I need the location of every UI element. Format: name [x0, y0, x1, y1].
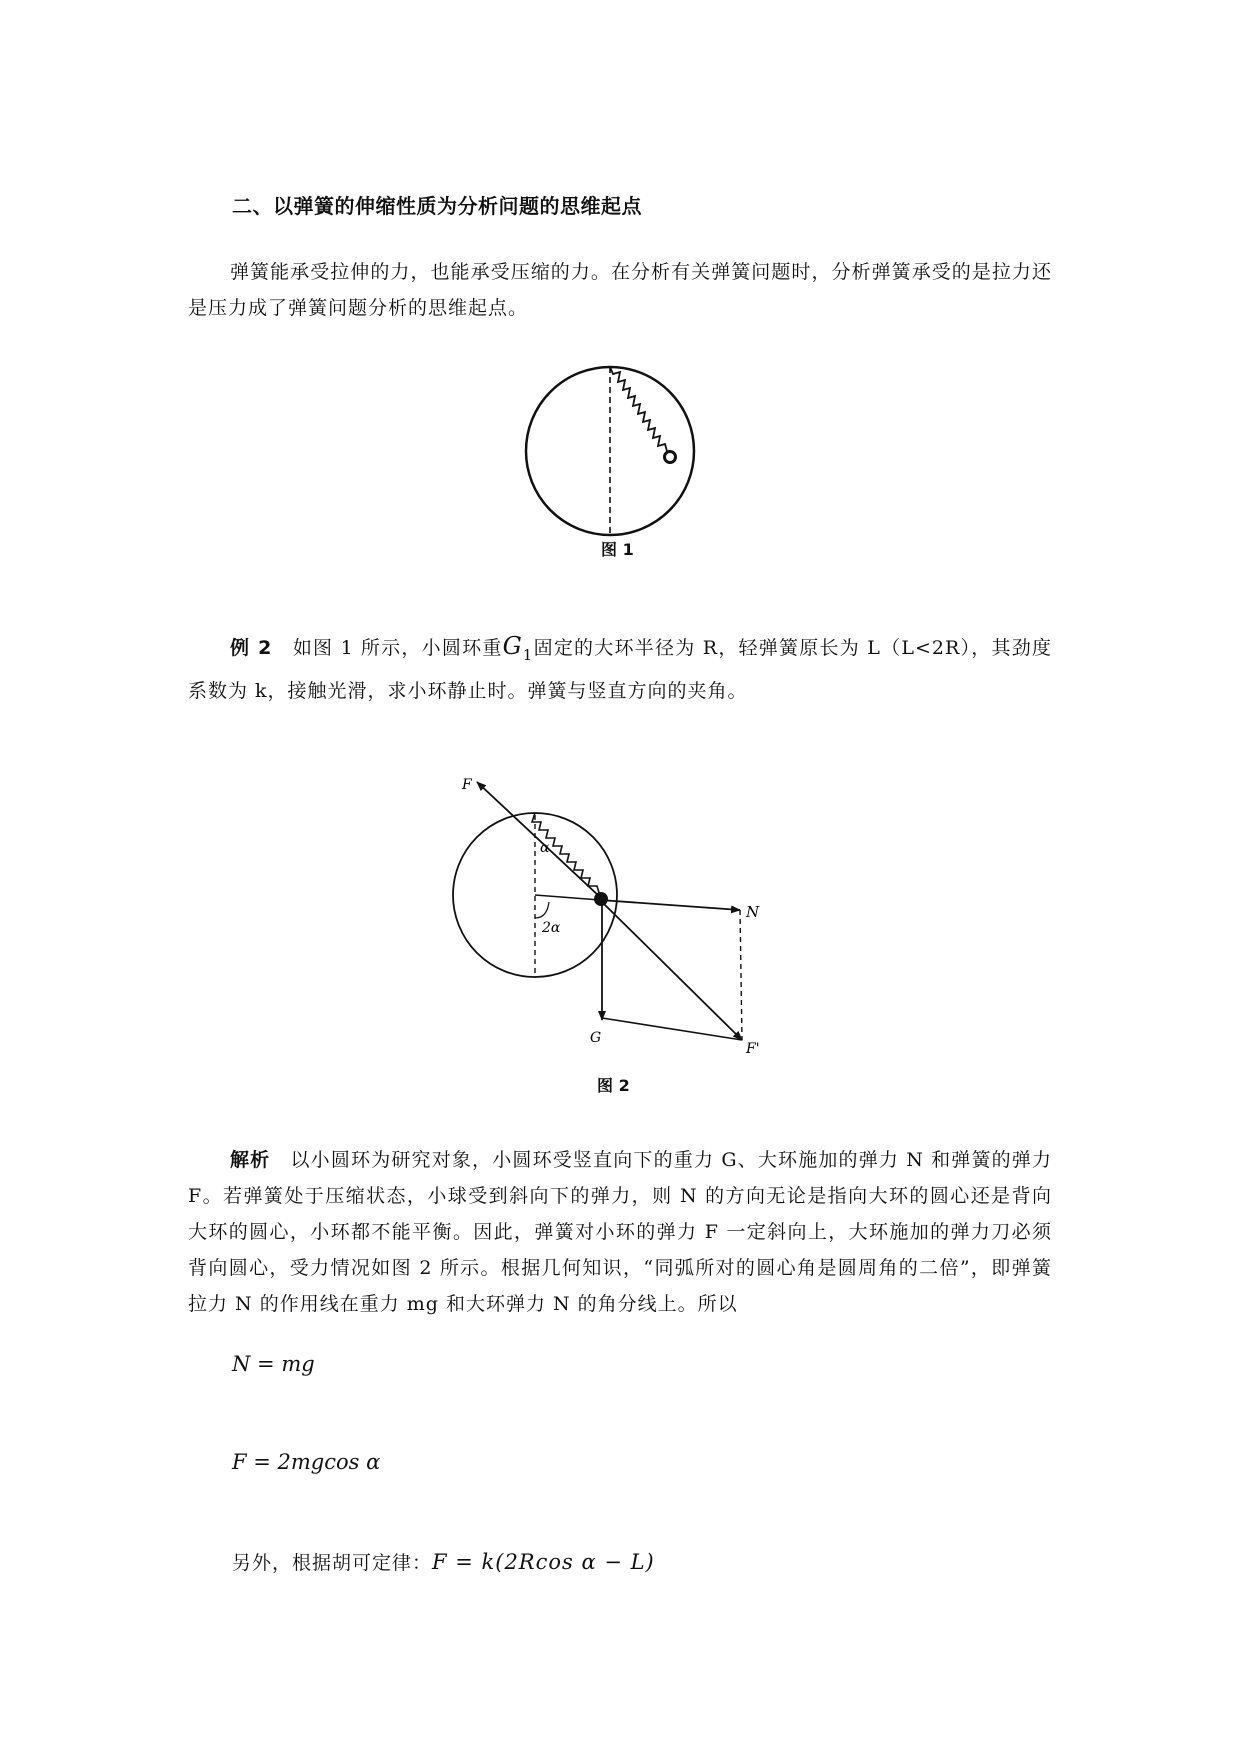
hooke-equation: F = k(2Rcos α − L)	[432, 1550, 655, 1574]
intro-paragraph: 弹簧能承受拉伸的力，也能承受压缩的力。在分析有关弹簧问题时，分析弹簧承受的是拉力还是压力成了弹簧问题分析的思维起点。	[188, 261, 1052, 319]
example-label: 例 2	[230, 637, 273, 659]
analysis-label: 解析	[230, 1149, 271, 1171]
analysis-text: 以小圆环为研究对象，小圆环受竖直向下的重力 G、大环施加的弹力 N 和弹簧的弹力 F。若弹簧处于压缩状态，小球受到斜向下的弹力，则 N 的方向无论是指向大环的圆心还是背向大环的圆心，小环都不能平衡。因此，弹簧对小环的弹力 F 一定斜向上，大环施加的弹力刀必须背向圆心，受力情况如图 2 所示。根据几何知识，“同弧所对的圆心角是圆周角的二倍”，即弹簧拉力 N 的作用线在重力 mg 和大环弹力 N 的角分线上。所以	[188, 1149, 1052, 1315]
label-2alpha: 2α	[542, 920, 561, 936]
arrow-F-prime	[602, 902, 742, 1040]
equation-2: F = 2mgcos α	[232, 1450, 381, 1474]
label-alpha: α	[540, 840, 550, 856]
figure-2-caption: 图 2	[597, 1076, 630, 1095]
example-paragraph	[188, 628, 1052, 709]
g1-symbol: $G_1$	[502, 632, 534, 664]
spring	[610, 367, 668, 455]
section-heading: 二、以弹簧的伸缩性质为分析问题的思维起点	[232, 194, 642, 218]
angle-arc-2alpha	[535, 902, 549, 918]
label-N: N	[746, 903, 760, 921]
parallelogram-right	[740, 910, 742, 1040]
label-G: G	[590, 1030, 602, 1046]
figure-2	[450, 770, 770, 1090]
equation-1: N = mg	[232, 1352, 315, 1376]
hooke-lead: 另外，根据胡可定律：	[232, 1552, 433, 1574]
label-F-prime: F'	[746, 1041, 760, 1057]
arrow-N	[600, 900, 740, 910]
figure-1-caption: 图 1	[601, 540, 634, 559]
arrow-F	[477, 782, 600, 897]
example-text-a: 如图 1 所示，小圆环重	[292, 637, 503, 659]
small-ring	[665, 452, 676, 463]
radius-line	[535, 895, 600, 900]
analysis-paragraph	[188, 1142, 1052, 1322]
example-text-b: 固定的大环半径为 R，轻弹簧原长为 L（L<2R），其劲度系数为 k，接触光滑，求小环静止时。弹簧与竖直方向的夹角。	[188, 637, 1053, 702]
small-ring-2	[594, 892, 608, 906]
label-F: F	[462, 777, 472, 793]
parallelogram-bottom	[602, 1018, 742, 1040]
hooke-line	[232, 1548, 655, 1575]
